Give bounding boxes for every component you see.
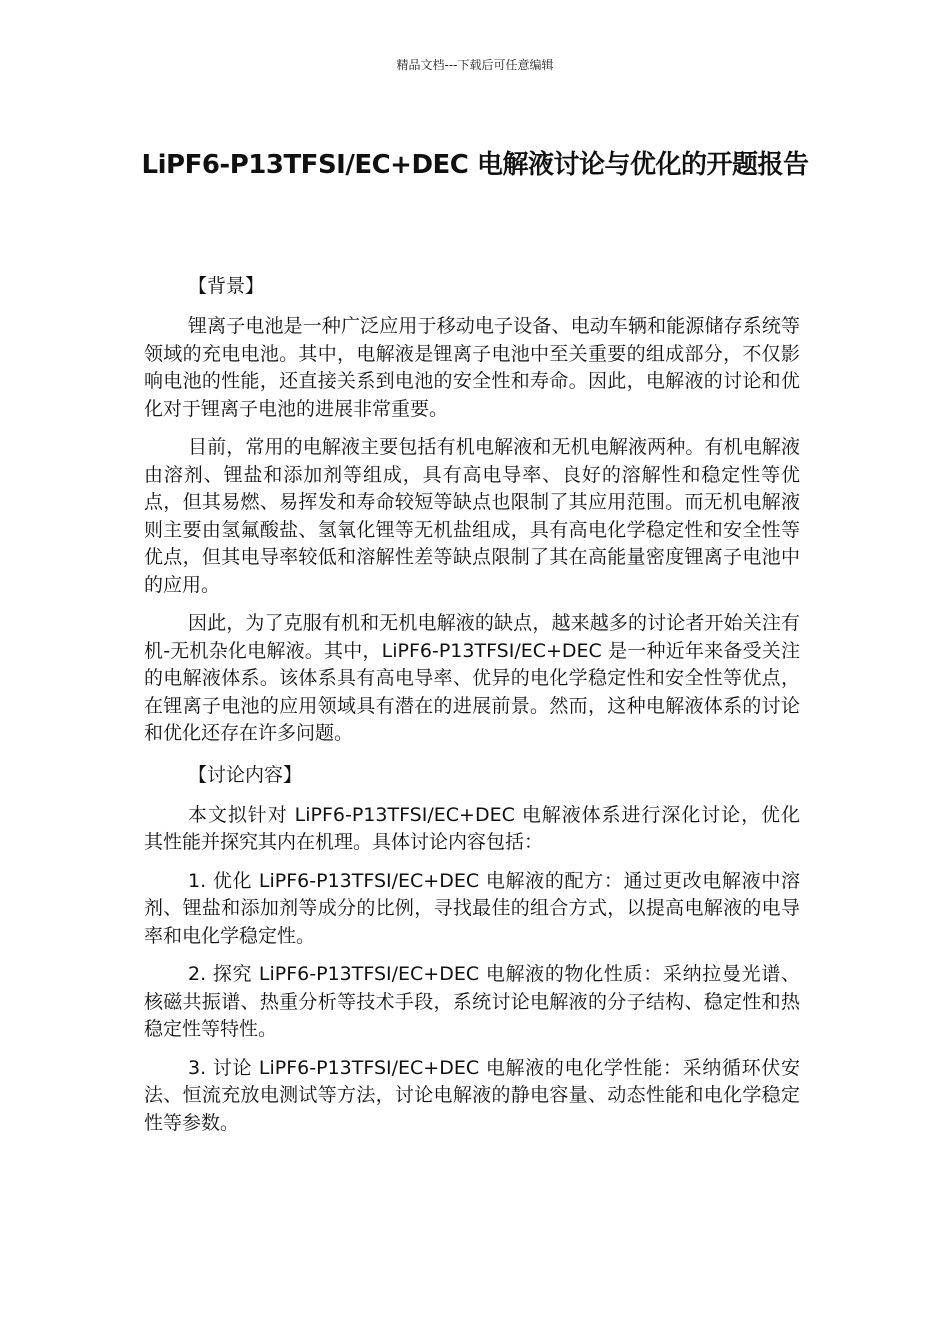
background-heading: 【背景】: [188, 275, 265, 297]
research-content-intro: 本文拟针对 LiPF6-P13TFSI/EC+DEC 电解液体系进行深化讨论，优化其性能并探究其内在机理。具体讨论内容包括：: [144, 803, 800, 853]
research-content-heading: 【讨论内容】: [188, 763, 303, 786]
background-paragraph-2: 目前，常用的电解液主要包括有机电解液和无机电解液两种。有机电解液由溶剂、锂盐和添加剂等组成，具有高电导率、良好的溶解性和稳定性等优点，但其易燃、易挥发和寿命较短等缺点也限制了其应用范围。而无机电解液则主要由氢氟酸盐、氢氧化锂等无机盐组成，具有高电化学稳定性和安全性等优点，但其电导率较低和溶解性差等缺点限制了其在高能量密度锂离子电池中的应用。: [144, 436, 800, 596]
background-paragraph-1: 锂离子电池是一种广泛应用于移动电子设备、电动车辆和能源储存系统等领域的充电电池。其中，电解液是锂离子电池中至关重要的组成部分，不仅影响电池的性能，还直接关系到电池的安全性和寿命。因此，电解液的讨论和优化对于锂离子电池的进展非常重要。: [144, 315, 800, 420]
document-title: LiPF6-P13TFSI/EC+DEC 电解液讨论与优化的开题报告: [141, 150, 809, 180]
background-paragraph-3: 因此，为了克服有机和无机电解液的缺点，越来越多的讨论者开始关注有机-无机杂化电解液。其中，LiPF6-P13TFSI/EC+DEC 是一种近年来备受关注的电解液体系。该体系具有高电导率、优异的电化学稳定性和安全性等优点，在锂离子电池的应用领域具有潜在的进展前景。然而，这种电解液体系的讨论和优化还存在许多问题。: [144, 612, 800, 744]
document-body: [144, 270, 800, 1148]
header-note: 精品文档---下载后可任意编辑: [396, 58, 554, 72]
research-item-3: 3. 讨论 LiPF6-P13TFSI/EC+DEC 电解液的电化学性能：采纳循环伏安法、恒流充放电测试等方法，讨论电解液的静电容量、动态性能和电化学稳定性等参数。: [144, 1056, 800, 1134]
research-item-1: 1. 优化 LiPF6-P13TFSI/EC+DEC 电解液的配方：通过更改电解液中溶剂、锂盐和添加剂等成分的比例，寻找最佳的组合方式，以提高电解液的电导率和电化学稳定性。: [144, 869, 800, 947]
research-item-2: 2. 探究 LiPF6-P13TFSI/EC+DEC 电解液的物化性质：采纳拉曼光谱、核磁共振谱、热重分析等技术手段，系统讨论电解液的分子结构、稳定性和热稳定性等特性。: [144, 963, 800, 1040]
